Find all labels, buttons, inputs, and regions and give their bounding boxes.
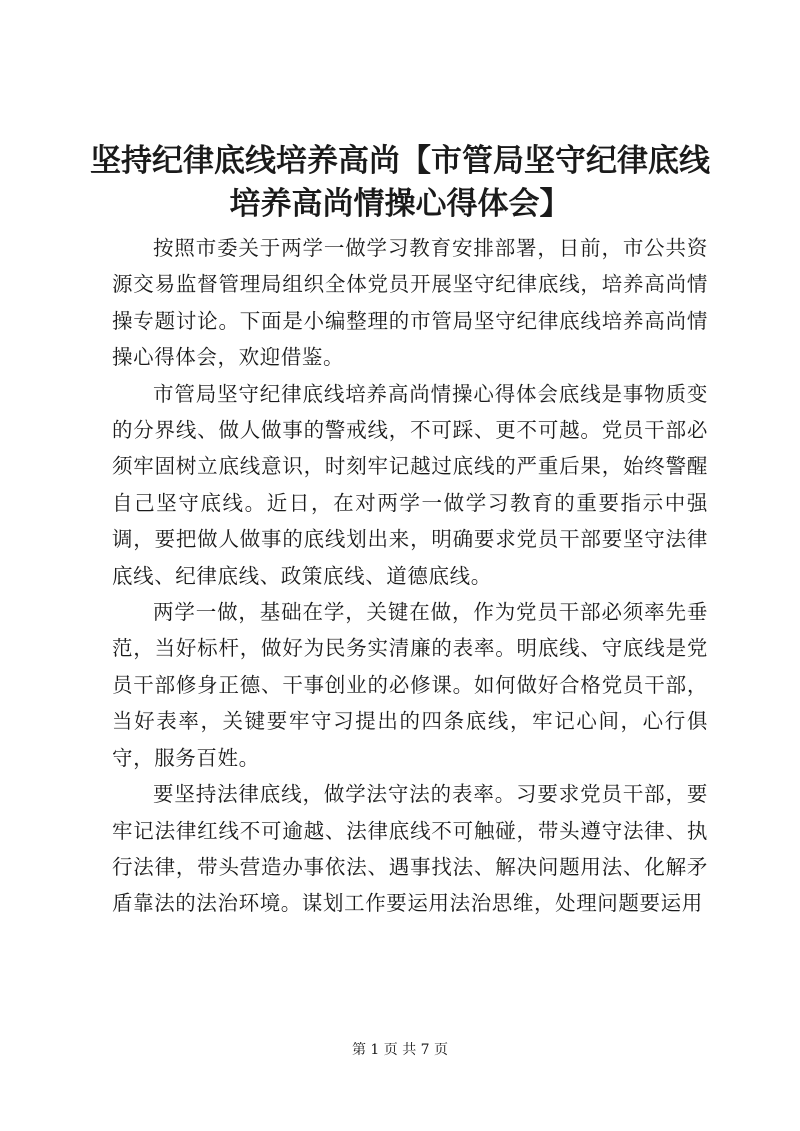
document-body: [112, 230, 708, 922]
page-footer: 第 1 页 共 7 页: [351, 1042, 449, 1058]
paragraph-3: 两学一做，基础在学，关键在做，作为党员干部必须率先垂范，当好标杆，做好为民务实清廉的表率。明底线、守底线是党员干部修身正德、干事创业的必修课。如何做好合格党员干部，当好表率，关键要牢守习提出的四条底线，牢记心间，心行俱守，服务百姓。: [112, 600, 708, 770]
title-line-2: 培养高尚情操心得体会】: [229, 186, 571, 222]
title-line-1: 坚持纪律底线培养高尚【市管局坚守纪律底线: [90, 143, 710, 179]
paragraph-4: 要坚持法律底线，做学法守法的表率。习要求党员干部，要牢记法律红线不可逾越、法律底线不可触碰，带头遵守法律、执行法律，带头营造办事依法、遇事找法、解决问题用法、化解矛盾靠法的法治环境。谋划工作要运用法治思维，处理问题要运用: [112, 782, 708, 916]
paragraph-1: 按照市委关于两学一做学习教育安排部署，日前，市公共资源交易监督管理局组织全体党员开展坚守纪律底线，培养高尚情操专题讨论。下面是小编整理的市管局坚守纪律底线培养高尚情操心得体会，欢迎借鉴。: [112, 236, 708, 370]
paragraph-2: 市管局坚守纪律底线培养高尚情操心得体会底线是事物质变的分界线、做人做事的警戒线，不可踩、更不可越。党员干部必须牢固树立底线意识，时刻牢记越过底线的严重后果，始终警醒自己坚守底线。近日，在对两学一做学习教育的重要指示中强调，要把做人做事的底线划出来，明确要求党员干部要坚守法律底线、纪律底线、政策底线、道德底线。: [112, 381, 708, 588]
document-title: [90, 140, 710, 226]
